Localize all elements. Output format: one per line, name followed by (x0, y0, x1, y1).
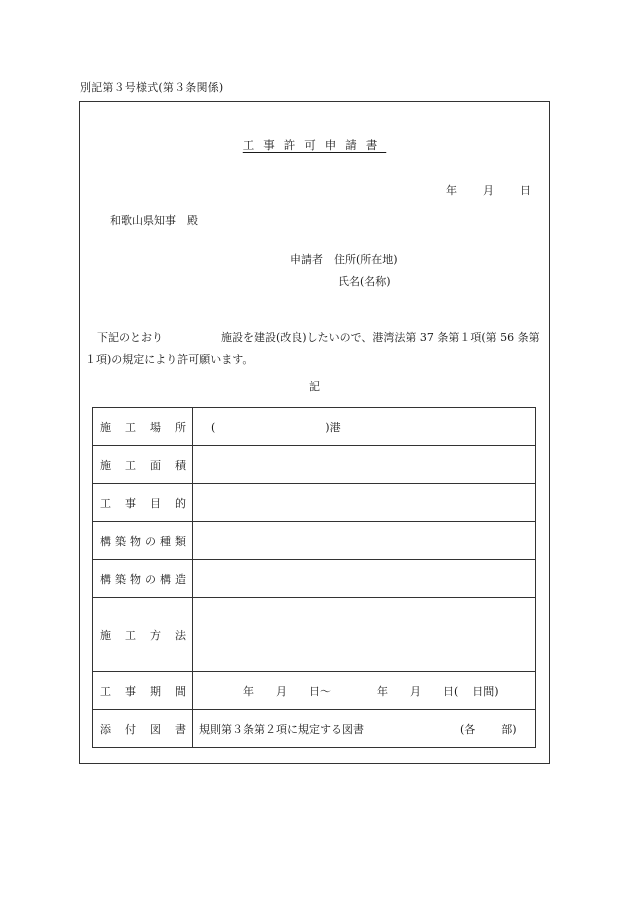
period-end-year: 年 (377, 684, 388, 698)
attachments-label: 添付図書 (93, 710, 193, 748)
location-open-paren: ( (211, 420, 216, 434)
applicant-name-label: 氏名(名称) (338, 275, 391, 288)
period-end-month: 月 (410, 684, 421, 698)
period-label: 工事期間 (93, 672, 193, 710)
table-row-structure (93, 560, 536, 598)
period-end-day: 日( (443, 684, 459, 698)
period-start-year: 年 (243, 684, 254, 698)
table-row-attachments (93, 710, 536, 748)
structure-value (193, 560, 536, 598)
table-row-purpose (93, 484, 536, 522)
table-row-method (93, 598, 536, 672)
details-table (92, 407, 536, 748)
structure-label: 構築物の構造 (93, 560, 193, 598)
date-line (446, 182, 531, 198)
method-value (193, 598, 536, 672)
table-row-period (93, 672, 536, 710)
table-row-area (93, 446, 536, 484)
request-statement-main: 施設を建設(改良)したいので、港湾法第 37 条第１項(第 56 条第１項)の規定により許可願います。 (85, 331, 540, 366)
form-number-label: 別記第３号様式(第３条関係) (80, 81, 224, 94)
period-start-month: 月 (276, 684, 287, 698)
request-statement-lead: 下記のとおり (97, 331, 163, 344)
purpose-label: 工事目的 (93, 484, 193, 522)
method-label: 施工方法 (93, 598, 193, 672)
attachments-text: 規則第３条第２項に規定する図書 (199, 722, 364, 736)
applicant-address-label: 申請者 住所(所在地) (290, 253, 398, 266)
area-value (193, 446, 536, 484)
attachments-value (193, 710, 536, 748)
period-days: 日間) (472, 684, 499, 698)
period-start-day: 日～ (309, 684, 331, 698)
addressee: 和歌山県知事 殿 (110, 214, 198, 227)
date-day: 日 (520, 184, 531, 197)
area-label: 施工面積 (93, 446, 193, 484)
period-value (193, 672, 536, 710)
date-year: 年 (446, 184, 457, 197)
form-title: 工事許可申請書 (242, 138, 387, 152)
location-label: 施工場所 (93, 408, 193, 446)
date-month: 月 (483, 184, 494, 197)
structure-type-label: 構築物の種類 (93, 522, 193, 560)
table-row-structure-type (93, 522, 536, 560)
attachments-each-open: (各 (460, 722, 476, 736)
application-form (79, 101, 550, 764)
applicant-block (290, 249, 398, 293)
table-row-location (93, 408, 536, 446)
ki-heading: 記 (309, 380, 320, 393)
location-port-suffix: )港 (325, 420, 341, 434)
structure-type-value (193, 522, 536, 560)
purpose-value (193, 484, 536, 522)
location-value (193, 408, 536, 446)
request-statement (85, 327, 545, 371)
attachments-each-close: 部) (501, 722, 517, 736)
